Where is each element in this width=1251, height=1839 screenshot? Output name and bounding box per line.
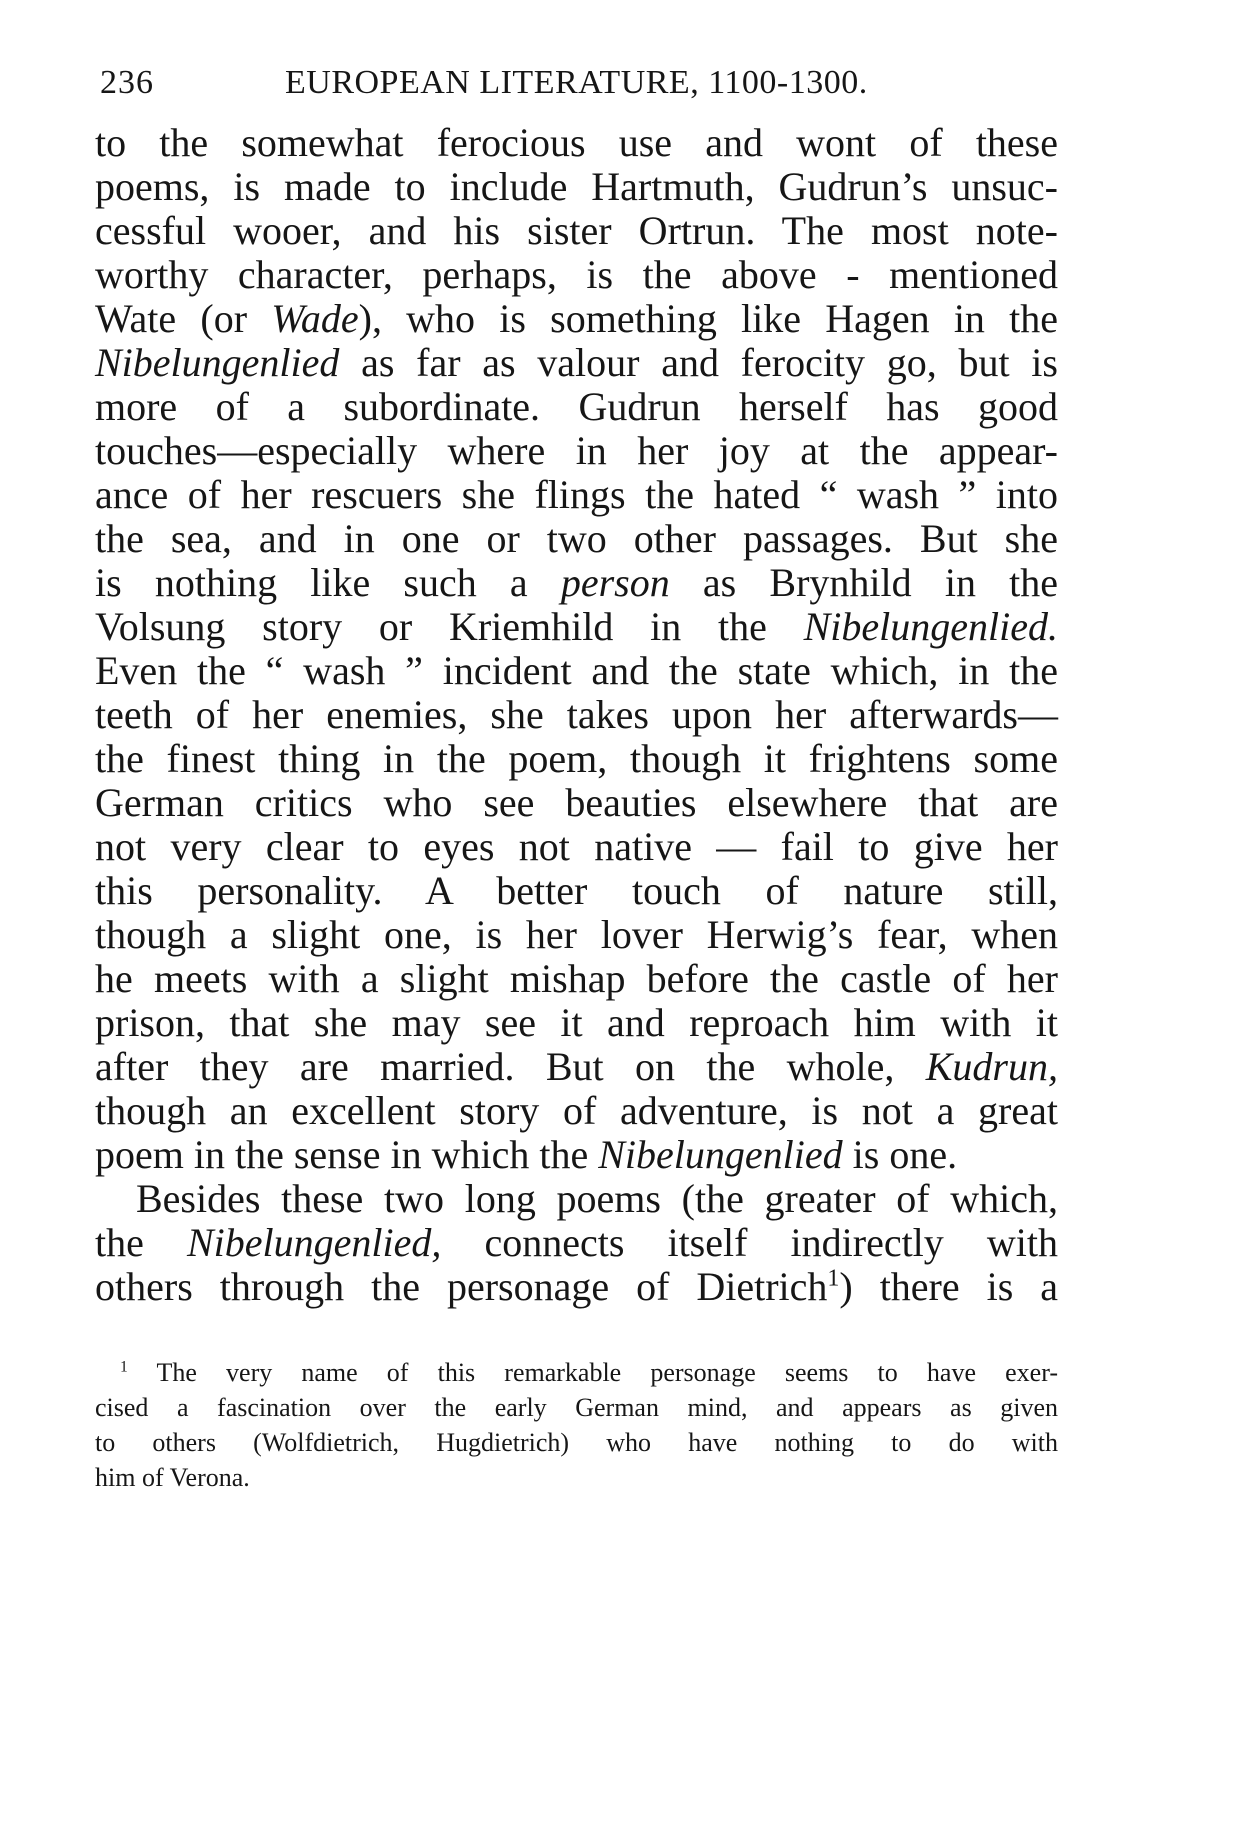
footnote-line: $^1$ The very name of this remarkable personage seems to have exer- <box>120 1358 1059 1387</box>
body-line: Even the “ wash ” incident and the state which, in the <box>95 648 1058 693</box>
body-line: worthy character, perhaps, is the above - mentioned <box>95 252 1058 297</box>
body-line: teeth of her enemies, she takes upon her afterwards— <box>95 692 1058 737</box>
body-line: Besides these two long poems (the greater of which, <box>136 1176 1058 1221</box>
body-line: poems, is made to include Hartmuth, Gudrun’s unsuc- <box>95 164 1058 209</box>
footnote-line: cised a fascination over the early German mind, and appears as given <box>95 1393 1058 1422</box>
body-line: the sea, and in one or two other passages. But she <box>95 516 1058 561</box>
footnote-line: to others (Wolfdietrich, Hugdietrich) who have nothing to do with <box>95 1428 1058 1457</box>
body-line: others through the personage of Dietrich$^1$) there is a <box>95 1264 1058 1309</box>
body-line: the Nibelungenlied, connects itself indirectly with <box>95 1220 1058 1265</box>
body-line: Volsung story or Kriemhild in the Nibelungenlied. <box>95 604 1058 649</box>
body-line: poem in the sense in which the Nibelungenlied is one. <box>95 1132 958 1177</box>
body-line: he meets with a slight mishap before the castle of her <box>95 956 1058 1001</box>
running-title: EUROPEAN LITERATURE, 1100-1300. <box>285 64 868 101</box>
footnote-line: him of Verona. <box>95 1463 250 1492</box>
body-line: the finest thing in the poem, though it frightens some <box>95 736 1058 781</box>
running-head <box>100 58 920 108</box>
footnote-reference: 1 <box>827 1265 840 1292</box>
body-line: more of a subordinate. Gudrun herself has good <box>95 384 1058 429</box>
body-line: to the somewhat ferocious use and wont of these <box>95 120 1058 165</box>
body-line: cessful wooer, and his sister Ortrun. The most note- <box>95 208 1058 253</box>
body-line: is nothing like such a person as Brynhild in the <box>95 560 1058 605</box>
body-line: not very clear to eyes not native — fail to give her <box>95 824 1058 869</box>
body-line: Wate (or Wade), who is something like Hagen in the <box>95 296 1059 341</box>
body-line: ance of her rescuers she flings the hated “ wash ” into <box>95 472 1058 517</box>
page-number: 236 <box>100 64 154 101</box>
body-line: prison, that she may see it and reproach him with it <box>95 1000 1058 1045</box>
body-line: though a slight one, is her lover Herwig’s fear, when <box>95 912 1058 957</box>
body-line: touches—especially where in her joy at the appear- <box>95 428 1058 473</box>
footnote-marker: 1 <box>120 1358 128 1376</box>
body-line: German critics who see beauties elsewhere that are <box>95 780 1058 825</box>
body-line: though an excellent story of adventure, is not a great <box>95 1088 1058 1133</box>
body-line: Nibelungenlied as far as valour and ferocity go, but is <box>95 340 1058 385</box>
body-line: this personality. A better touch of nature still, <box>95 868 1058 913</box>
body-line: after they are married. But on the whole, Kudrun, <box>95 1044 1058 1089</box>
